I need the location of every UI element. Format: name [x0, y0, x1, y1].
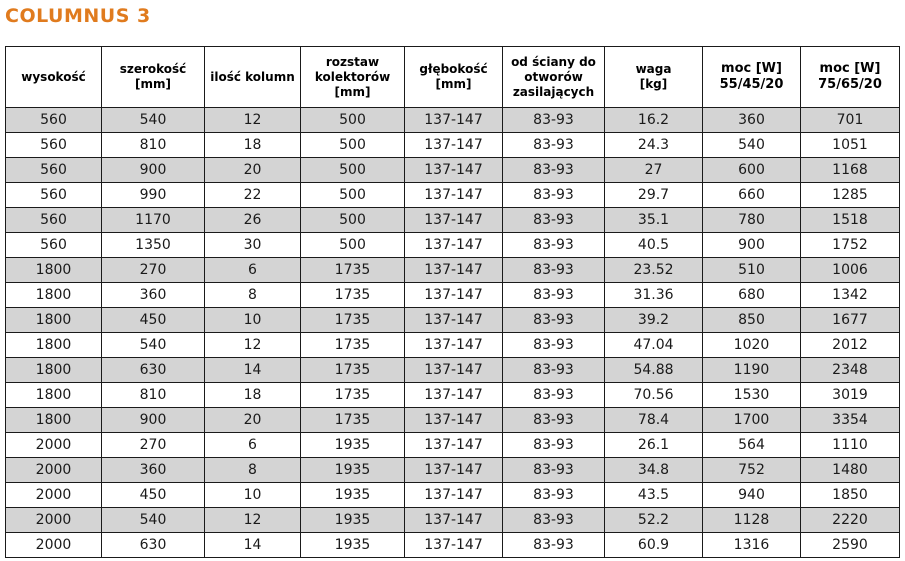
- table-row: [6, 283, 900, 308]
- column-header-text: 55/45/20: [719, 77, 784, 92]
- cell-weight: 34.8: [605, 458, 703, 483]
- column-header-text: ilość kolumn: [210, 69, 295, 84]
- cell-collector-spacing: 1735: [301, 333, 405, 358]
- cell-wall-distance: 83-93: [503, 458, 605, 483]
- cell-wall-distance: 83-93: [503, 208, 605, 233]
- cell-height: 1800: [6, 383, 102, 408]
- cell-power-75-65-20: 2590: [801, 533, 900, 558]
- cell-column-count: 30: [205, 233, 301, 258]
- cell-collector-spacing: 1735: [301, 383, 405, 408]
- cell-width: 450: [102, 483, 205, 508]
- table-row: [6, 458, 900, 483]
- cell-wall-distance: 83-93: [503, 533, 605, 558]
- table-row: [6, 508, 900, 533]
- cell-height: 560: [6, 108, 102, 133]
- table-row: [6, 308, 900, 333]
- table-row: [6, 233, 900, 258]
- cell-power-55-45-20: 1700: [703, 408, 801, 433]
- column-header-text: 75/65/20: [818, 77, 882, 92]
- cell-weight: 23.52: [605, 258, 703, 283]
- cell-width: 360: [102, 283, 205, 308]
- cell-depth: 137-147: [405, 408, 503, 433]
- column-header-text: wysokość: [21, 69, 86, 84]
- column-header-text: otworów: [524, 69, 583, 84]
- cell-power-75-65-20: 1285: [801, 183, 900, 208]
- table-row: [6, 433, 900, 458]
- cell-height: 1800: [6, 258, 102, 283]
- cell-weight: 24.3: [605, 133, 703, 158]
- cell-weight: 39.2: [605, 308, 703, 333]
- cell-column-count: 10: [205, 483, 301, 508]
- cell-column-count: 14: [205, 533, 301, 558]
- cell-column-count: 12: [205, 108, 301, 133]
- cell-collector-spacing: 1935: [301, 508, 405, 533]
- cell-height: 560: [6, 208, 102, 233]
- cell-depth: 137-147: [405, 108, 503, 133]
- table-row: [6, 258, 900, 283]
- cell-collector-spacing: 500: [301, 233, 405, 258]
- cell-power-75-65-20: 1110: [801, 433, 900, 458]
- spec-table-head: [6, 47, 900, 108]
- cell-depth: 137-147: [405, 308, 503, 333]
- cell-column-count: 20: [205, 408, 301, 433]
- cell-power-55-45-20: 1190: [703, 358, 801, 383]
- cell-wall-distance: 83-93: [503, 108, 605, 133]
- page-title: COLUMNUS 3: [5, 5, 151, 27]
- cell-width: 810: [102, 133, 205, 158]
- cell-height: 2000: [6, 458, 102, 483]
- cell-width: 630: [102, 533, 205, 558]
- cell-width: 360: [102, 458, 205, 483]
- cell-depth: 137-147: [405, 133, 503, 158]
- table-row: [6, 333, 900, 358]
- cell-power-55-45-20: 900: [703, 233, 801, 258]
- cell-power-55-45-20: 1530: [703, 383, 801, 408]
- cell-wall-distance: 83-93: [503, 133, 605, 158]
- cell-column-count: 22: [205, 183, 301, 208]
- header-weight: [605, 47, 703, 108]
- cell-weight: 60.9: [605, 533, 703, 558]
- cell-height: 1800: [6, 308, 102, 333]
- cell-power-55-45-20: 540: [703, 133, 801, 158]
- cell-width: 270: [102, 258, 205, 283]
- cell-width: 1170: [102, 208, 205, 233]
- table-row: [6, 108, 900, 133]
- column-header-text: zasilających: [512, 84, 595, 99]
- cell-height: 1800: [6, 408, 102, 433]
- header-column-count: [205, 47, 301, 108]
- cell-power-55-45-20: 780: [703, 208, 801, 233]
- cell-column-count: 6: [205, 433, 301, 458]
- cell-power-75-65-20: 2220: [801, 508, 900, 533]
- header-power-55-45-20: [703, 47, 801, 108]
- cell-collector-spacing: 500: [301, 133, 405, 158]
- cell-weight: 26.1: [605, 433, 703, 458]
- cell-wall-distance: 83-93: [503, 358, 605, 383]
- cell-width: 540: [102, 333, 205, 358]
- cell-weight: 35.1: [605, 208, 703, 233]
- header-depth: [405, 47, 503, 108]
- cell-height: 2000: [6, 483, 102, 508]
- cell-height: 560: [6, 133, 102, 158]
- table-row: [6, 533, 900, 558]
- cell-power-75-65-20: 1051: [801, 133, 900, 158]
- cell-power-55-45-20: 940: [703, 483, 801, 508]
- cell-power-75-65-20: 1006: [801, 258, 900, 283]
- cell-power-75-65-20: 3019: [801, 383, 900, 408]
- cell-depth: 137-147: [405, 508, 503, 533]
- cell-column-count: 12: [205, 508, 301, 533]
- cell-depth: 137-147: [405, 158, 503, 183]
- cell-wall-distance: 83-93: [503, 158, 605, 183]
- cell-wall-distance: 83-93: [503, 233, 605, 258]
- cell-power-75-65-20: 3354: [801, 408, 900, 433]
- column-header-text: [mm]: [334, 84, 371, 99]
- table-row: [6, 408, 900, 433]
- cell-height: 560: [6, 183, 102, 208]
- cell-power-75-65-20: 1518: [801, 208, 900, 233]
- cell-wall-distance: 83-93: [503, 433, 605, 458]
- cell-collector-spacing: 500: [301, 183, 405, 208]
- cell-power-55-45-20: 564: [703, 433, 801, 458]
- cell-power-75-65-20: 1342: [801, 283, 900, 308]
- cell-wall-distance: 83-93: [503, 308, 605, 333]
- cell-depth: 137-147: [405, 358, 503, 383]
- cell-height: 2000: [6, 433, 102, 458]
- cell-depth: 137-147: [405, 433, 503, 458]
- spec-table: [5, 46, 900, 558]
- cell-width: 630: [102, 358, 205, 383]
- cell-collector-spacing: 1735: [301, 308, 405, 333]
- cell-collector-spacing: 1735: [301, 358, 405, 383]
- column-header-text: moc [W]: [819, 61, 881, 76]
- column-header-text: [mm]: [135, 77, 171, 91]
- cell-weight: 78.4: [605, 408, 703, 433]
- column-header-text: waga: [635, 62, 672, 76]
- cell-power-75-65-20: 1850: [801, 483, 900, 508]
- cell-weight: 29.7: [605, 183, 703, 208]
- cell-width: 1350: [102, 233, 205, 258]
- cell-weight: 31.36: [605, 283, 703, 308]
- cell-collector-spacing: 1735: [301, 408, 405, 433]
- cell-depth: 137-147: [405, 333, 503, 358]
- column-header-text: głębokość: [419, 62, 488, 76]
- cell-column-count: 6: [205, 258, 301, 283]
- cell-column-count: 18: [205, 133, 301, 158]
- cell-depth: 137-147: [405, 183, 503, 208]
- column-header-text: kolektorów: [314, 69, 391, 84]
- cell-column-count: 8: [205, 458, 301, 483]
- cell-height: 2000: [6, 533, 102, 558]
- header-wall-distance: [503, 47, 605, 108]
- header-row: [6, 47, 900, 108]
- cell-depth: 137-147: [405, 208, 503, 233]
- cell-weight: 52.2: [605, 508, 703, 533]
- cell-column-count: 8: [205, 283, 301, 308]
- cell-power-75-65-20: 1677: [801, 308, 900, 333]
- cell-height: 1800: [6, 333, 102, 358]
- cell-column-count: 20: [205, 158, 301, 183]
- spec-table-body: [6, 108, 900, 558]
- cell-power-75-65-20: 701: [801, 108, 900, 133]
- cell-column-count: 14: [205, 358, 301, 383]
- cell-weight: 43.5: [605, 483, 703, 508]
- cell-collector-spacing: 1735: [301, 283, 405, 308]
- cell-depth: 137-147: [405, 233, 503, 258]
- cell-wall-distance: 83-93: [503, 258, 605, 283]
- table-row: [6, 358, 900, 383]
- cell-width: 810: [102, 383, 205, 408]
- cell-collector-spacing: 1935: [301, 533, 405, 558]
- cell-depth: 137-147: [405, 533, 503, 558]
- cell-power-75-65-20: 2348: [801, 358, 900, 383]
- header-width: [102, 47, 205, 108]
- cell-weight: 27: [605, 158, 703, 183]
- column-header-text: [mm]: [435, 77, 472, 91]
- column-header-text: moc [W]: [721, 61, 782, 76]
- table-row: [6, 483, 900, 508]
- cell-height: 1800: [6, 358, 102, 383]
- cell-width: 990: [102, 183, 205, 208]
- column-header-text: [kg]: [639, 77, 668, 91]
- cell-weight: 47.04: [605, 333, 703, 358]
- cell-wall-distance: 83-93: [503, 183, 605, 208]
- cell-weight: 54.88: [605, 358, 703, 383]
- cell-wall-distance: 83-93: [503, 383, 605, 408]
- column-header-text: rozstaw: [325, 54, 380, 69]
- cell-depth: 137-147: [405, 383, 503, 408]
- cell-column-count: 18: [205, 383, 301, 408]
- header-power-75-65-20: [801, 47, 900, 108]
- cell-depth: 137-147: [405, 458, 503, 483]
- cell-width: 450: [102, 308, 205, 333]
- cell-height: 1800: [6, 283, 102, 308]
- table-row: [6, 158, 900, 183]
- cell-height: 560: [6, 233, 102, 258]
- cell-power-75-65-20: 1168: [801, 158, 900, 183]
- header-collector-spacing: [301, 47, 405, 108]
- cell-depth: 137-147: [405, 483, 503, 508]
- cell-collector-spacing: 500: [301, 208, 405, 233]
- cell-collector-spacing: 500: [301, 158, 405, 183]
- table-row: [6, 133, 900, 158]
- column-header-text: od ściany do: [511, 54, 596, 69]
- cell-collector-spacing: 1935: [301, 458, 405, 483]
- cell-power-55-45-20: 680: [703, 283, 801, 308]
- cell-width: 900: [102, 158, 205, 183]
- cell-width: 270: [102, 433, 205, 458]
- cell-collector-spacing: 1735: [301, 258, 405, 283]
- cell-width: 900: [102, 408, 205, 433]
- cell-weight: 16.2: [605, 108, 703, 133]
- cell-wall-distance: 83-93: [503, 333, 605, 358]
- cell-power-55-45-20: 1020: [703, 333, 801, 358]
- table-row: [6, 208, 900, 233]
- table-row: [6, 183, 900, 208]
- cell-power-55-45-20: 600: [703, 158, 801, 183]
- cell-collector-spacing: 500: [301, 108, 405, 133]
- cell-power-55-45-20: 510: [703, 258, 801, 283]
- header-height: [6, 47, 102, 108]
- cell-power-75-65-20: 1480: [801, 458, 900, 483]
- cell-power-55-45-20: 850: [703, 308, 801, 333]
- cell-power-55-45-20: 1128: [703, 508, 801, 533]
- cell-width: 540: [102, 108, 205, 133]
- cell-height: 560: [6, 158, 102, 183]
- cell-wall-distance: 83-93: [503, 508, 605, 533]
- cell-power-55-45-20: 752: [703, 458, 801, 483]
- cell-weight: 70.56: [605, 383, 703, 408]
- cell-depth: 137-147: [405, 258, 503, 283]
- cell-column-count: 12: [205, 333, 301, 358]
- cell-height: 2000: [6, 508, 102, 533]
- cell-power-55-45-20: 360: [703, 108, 801, 133]
- cell-wall-distance: 83-93: [503, 483, 605, 508]
- cell-power-75-65-20: 2012: [801, 333, 900, 358]
- cell-power-55-45-20: 1316: [703, 533, 801, 558]
- cell-depth: 137-147: [405, 283, 503, 308]
- cell-power-75-65-20: 1752: [801, 233, 900, 258]
- cell-collector-spacing: 1935: [301, 483, 405, 508]
- cell-wall-distance: 83-93: [503, 408, 605, 433]
- cell-collector-spacing: 1935: [301, 433, 405, 458]
- cell-wall-distance: 83-93: [503, 283, 605, 308]
- cell-power-55-45-20: 660: [703, 183, 801, 208]
- cell-width: 540: [102, 508, 205, 533]
- column-header-text: szerokość: [119, 62, 187, 76]
- table-row: [6, 383, 900, 408]
- cell-weight: 40.5: [605, 233, 703, 258]
- cell-column-count: 26: [205, 208, 301, 233]
- cell-column-count: 10: [205, 308, 301, 333]
